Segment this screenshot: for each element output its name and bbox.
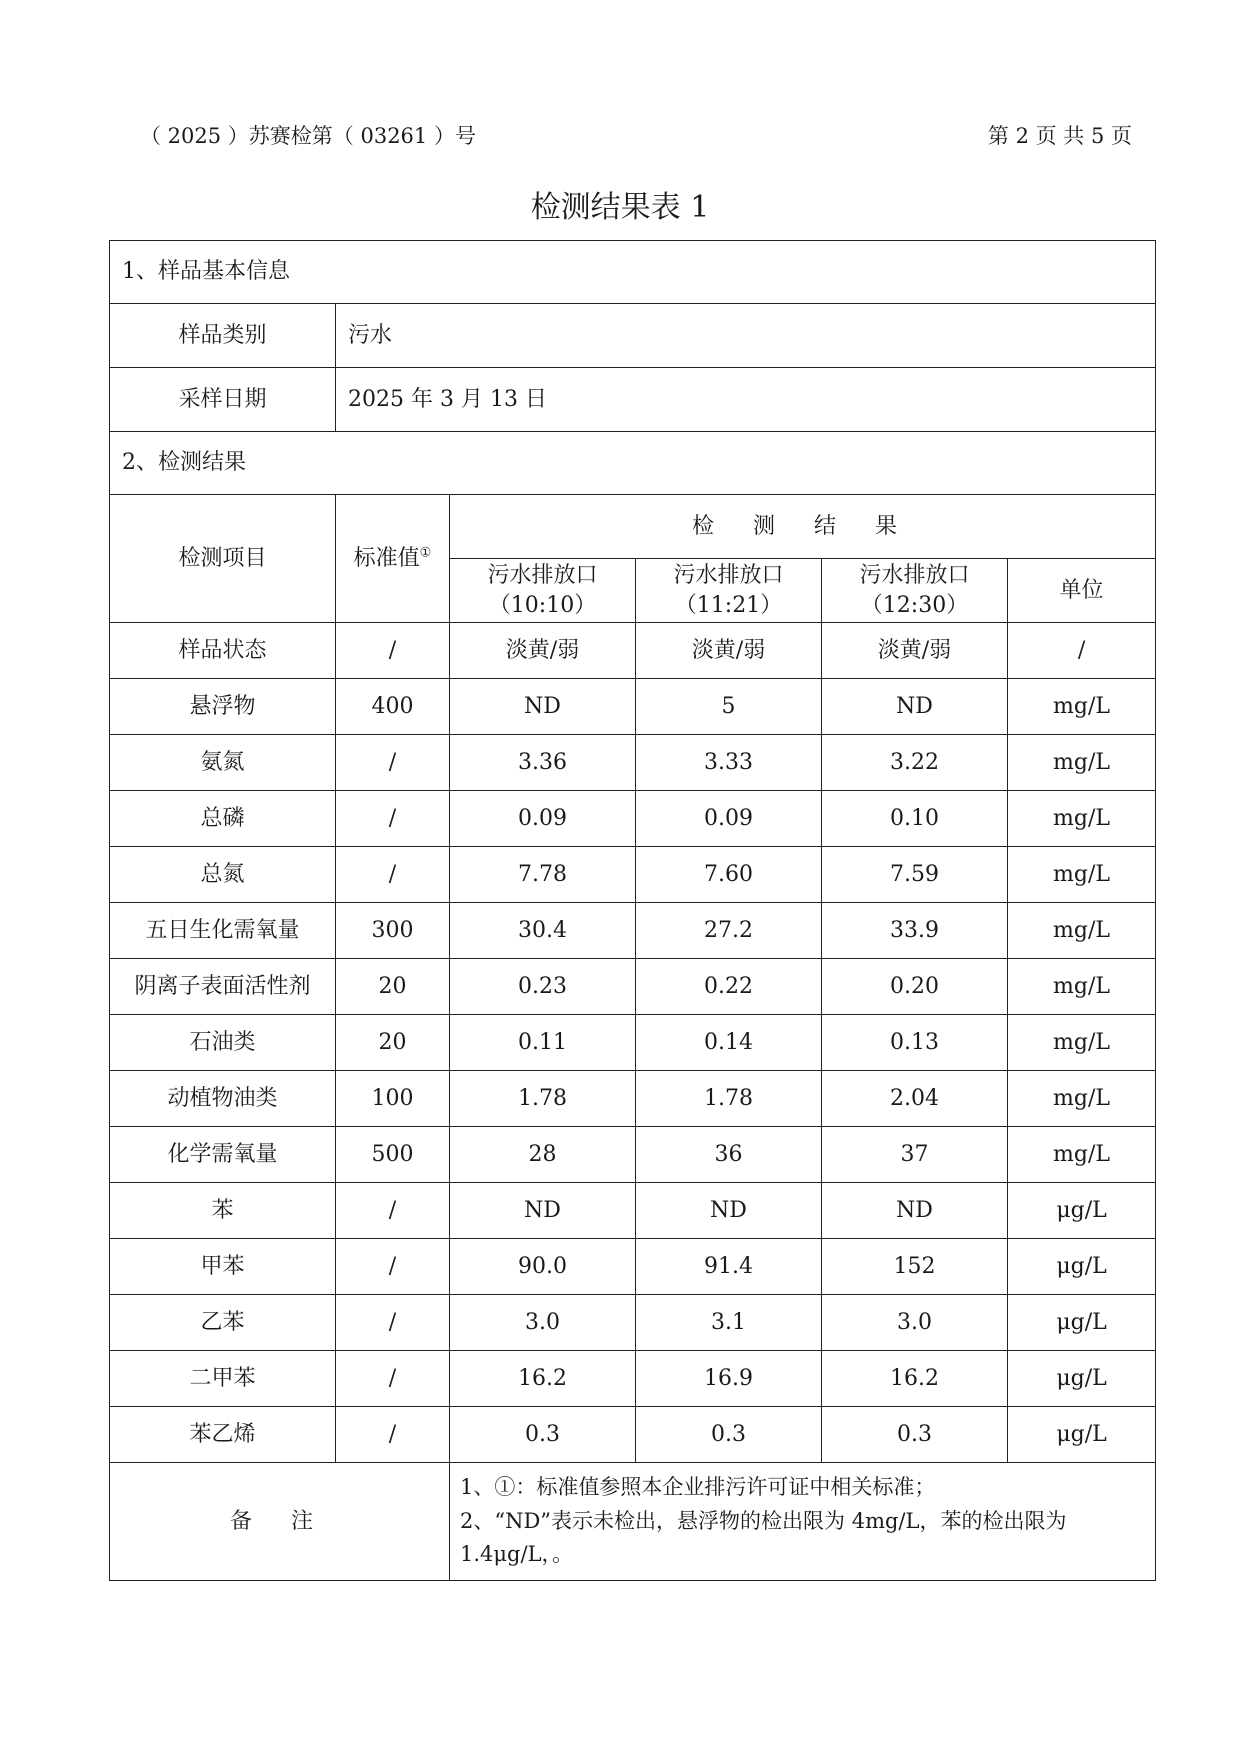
table-row (110, 1015, 1156, 1071)
table-row (110, 959, 1156, 1015)
section1-heading-row (110, 241, 1156, 304)
cell-unit: / (1008, 623, 1156, 679)
cell-result: 3.33 (636, 735, 822, 791)
cell-result: 16.9 (636, 1351, 822, 1407)
table-row (110, 735, 1156, 791)
info-label: 采样日期 (110, 368, 336, 432)
cell-item: 乙苯 (110, 1295, 336, 1351)
cell-result: 91.4 (636, 1239, 822, 1295)
cell-item: 苯 (110, 1183, 336, 1239)
cell-result: ND (450, 1183, 636, 1239)
section1-heading: 1、样品基本信息 (110, 241, 1156, 304)
cell-item: 样品状态 (110, 623, 336, 679)
sample-point-header (822, 559, 1008, 623)
cell-result: 28 (450, 1127, 636, 1183)
table-row (110, 1239, 1156, 1295)
cell-result: 0.3 (450, 1407, 636, 1463)
cell-result: 3.0 (822, 1295, 1008, 1351)
sample-point-header (450, 559, 636, 623)
table-row (110, 679, 1156, 735)
cell-unit: μg/L (1008, 1407, 1156, 1463)
cell-standard: / (336, 1407, 450, 1463)
doc-number: （ 2025 ）苏赛检第（ 03261 ）号 (140, 124, 476, 148)
table-row (110, 1351, 1156, 1407)
info-row-sampling-date (110, 368, 1156, 432)
sample-point-time: （12:30） (860, 592, 969, 618)
cell-result: 1.78 (450, 1071, 636, 1127)
cell-result: 7.59 (822, 847, 1008, 903)
cell-unit: μg/L (1008, 1183, 1156, 1239)
cell-result: 3.22 (822, 735, 1008, 791)
cell-standard: 300 (336, 903, 450, 959)
cell-result: 37 (822, 1127, 1008, 1183)
cell-standard: / (336, 1351, 450, 1407)
note-line: 2、“ND”表示未检出，悬浮物的检出限为 4mg/L，苯的检出限为 1.4μg/L，。 (460, 1508, 1067, 1567)
cell-item: 苯乙烯 (110, 1407, 336, 1463)
cell-result: 7.60 (636, 847, 822, 903)
cell-item: 二甲苯 (110, 1351, 336, 1407)
cell-result: 0.10 (822, 791, 1008, 847)
cell-unit: mg/L (1008, 735, 1156, 791)
cell-result: 3.1 (636, 1295, 822, 1351)
cell-standard: / (336, 735, 450, 791)
table-row (110, 847, 1156, 903)
info-value: 污水 (336, 304, 1156, 368)
sample-point-time: （10:10） (488, 592, 597, 618)
cell-result: 0.3 (822, 1407, 1008, 1463)
cell-unit: mg/L (1008, 903, 1156, 959)
cell-standard: / (336, 1295, 450, 1351)
table-row (110, 791, 1156, 847)
cell-unit: mg/L (1008, 791, 1156, 847)
section2-heading: 2、检测结果 (110, 432, 1156, 495)
cell-result: 0.14 (636, 1015, 822, 1071)
cell-standard: / (336, 1183, 450, 1239)
section2-heading-row (110, 432, 1156, 495)
cell-standard: / (336, 847, 450, 903)
cell-standard: / (336, 1239, 450, 1295)
cell-result: 淡黄/弱 (450, 623, 636, 679)
cell-item: 甲苯 (110, 1239, 336, 1295)
info-value: 2025 年 3 月 13 日 (336, 368, 1156, 432)
sample-point-name: 污水排放口 (859, 562, 970, 588)
cell-result: 0.11 (450, 1015, 636, 1071)
cell-unit: mg/L (1008, 1127, 1156, 1183)
page-title: 检测结果表 1 (530, 190, 710, 225)
cell-unit: mg/L (1008, 1015, 1156, 1071)
cell-result: 7.78 (450, 847, 636, 903)
cell-result: 16.2 (822, 1351, 1008, 1407)
cell-result: 0.22 (636, 959, 822, 1015)
cell-result: 152 (822, 1239, 1008, 1295)
table-row (110, 903, 1156, 959)
sample-point-header (636, 559, 822, 623)
cell-result: 2.04 (822, 1071, 1008, 1127)
cell-standard: 20 (336, 1015, 450, 1071)
col-header-results: 检 测 结 果 (450, 495, 1156, 559)
cell-result: 0.3 (636, 1407, 822, 1463)
col-header-standard (336, 495, 450, 623)
cell-result: 0.09 (636, 791, 822, 847)
cell-standard: 500 (336, 1127, 450, 1183)
cell-result: 30.4 (450, 903, 636, 959)
info-row-sample-type (110, 304, 1156, 368)
cell-item: 石油类 (110, 1015, 336, 1071)
cell-standard: 20 (336, 959, 450, 1015)
col-header-unit: 单位 (1008, 559, 1156, 623)
table-row (110, 1183, 1156, 1239)
cell-unit: mg/L (1008, 959, 1156, 1015)
cell-result: 3.0 (450, 1295, 636, 1351)
table-row (110, 1295, 1156, 1351)
results-table (109, 240, 1156, 1581)
cell-result: ND (822, 679, 1008, 735)
info-label: 样品类别 (110, 304, 336, 368)
cell-result: 淡黄/弱 (636, 623, 822, 679)
cell-result: 1.78 (636, 1071, 822, 1127)
cell-item: 阴离子表面活性剂 (110, 959, 336, 1015)
cell-result: ND (822, 1183, 1008, 1239)
cell-result: ND (450, 679, 636, 735)
sample-point-time: （11:21） (674, 592, 783, 618)
cell-result: 0.09 (450, 791, 636, 847)
cell-result: 0.23 (450, 959, 636, 1015)
cell-item: 总磷 (110, 791, 336, 847)
cell-result: 5 (636, 679, 822, 735)
footnote-mark: ① (419, 545, 432, 561)
notes-label: 备 注 (110, 1463, 450, 1581)
cell-unit: μg/L (1008, 1351, 1156, 1407)
cell-result: ND (636, 1183, 822, 1239)
cell-result: 36 (636, 1127, 822, 1183)
cell-unit: mg/L (1008, 847, 1156, 903)
page-info: 第 2 页 共 5 页 (987, 124, 1132, 148)
note-line: 1、①：标准值参照本企业排污许可证中相关标准； (460, 1475, 936, 1500)
cell-unit: mg/L (1008, 679, 1156, 735)
cell-standard: / (336, 791, 450, 847)
cell-standard: 400 (336, 679, 450, 735)
cell-result: 16.2 (450, 1351, 636, 1407)
cell-result: 33.9 (822, 903, 1008, 959)
cell-item: 总氮 (110, 847, 336, 903)
cell-item: 动植物油类 (110, 1071, 336, 1127)
cell-unit: mg/L (1008, 1071, 1156, 1127)
sample-point-name: 污水排放口 (673, 562, 784, 588)
col-header-standard-label: 标准值 (353, 545, 420, 571)
table-row (110, 1407, 1156, 1463)
cell-result: 90.0 (450, 1239, 636, 1295)
cell-standard: 100 (336, 1071, 450, 1127)
sample-point-name: 污水排放口 (487, 562, 598, 588)
cell-item: 五日生化需氧量 (110, 903, 336, 959)
cell-standard: / (336, 623, 450, 679)
results-header-row (110, 495, 1156, 559)
col-header-item: 检测项目 (110, 495, 336, 623)
cell-result: 淡黄/弱 (822, 623, 1008, 679)
notes-content (450, 1463, 1156, 1581)
cell-result: 27.2 (636, 903, 822, 959)
cell-unit: μg/L (1008, 1295, 1156, 1351)
cell-item: 悬浮物 (110, 679, 336, 735)
table-row (110, 623, 1156, 679)
cell-result: 0.13 (822, 1015, 1008, 1071)
table-row (110, 1127, 1156, 1183)
table-row (110, 1071, 1156, 1127)
cell-unit: μg/L (1008, 1239, 1156, 1295)
cell-item: 氨氮 (110, 735, 336, 791)
results-body (110, 623, 1156, 1463)
cell-result: 0.20 (822, 959, 1008, 1015)
notes-row (110, 1463, 1156, 1581)
cell-result: 3.36 (450, 735, 636, 791)
cell-item: 化学需氧量 (110, 1127, 336, 1183)
